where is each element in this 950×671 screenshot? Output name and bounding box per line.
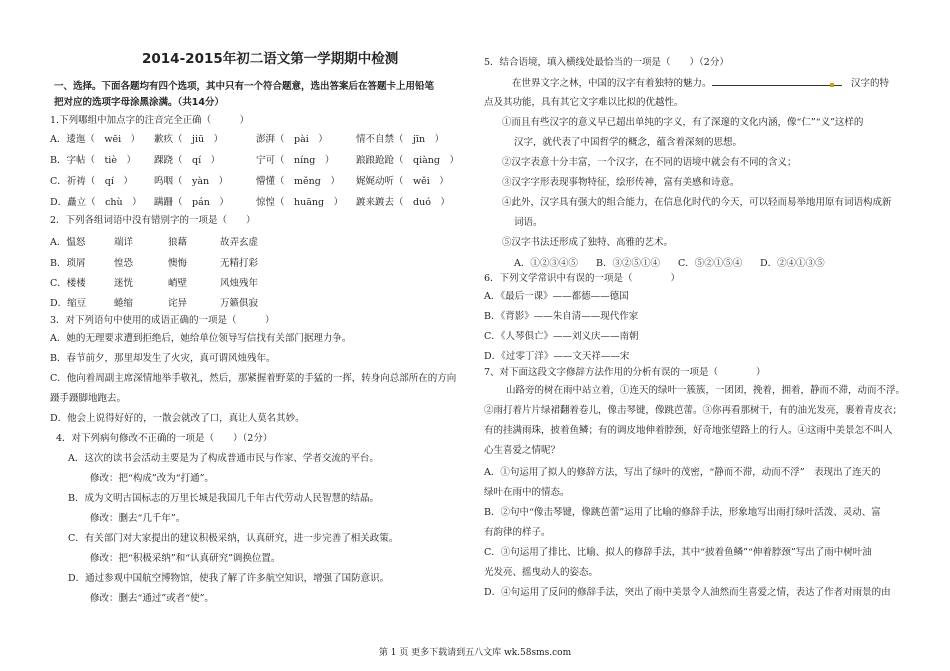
q5-option-a: A．①②③④⑤ bbox=[514, 258, 578, 269]
q5-sentence-4-cont: 词语。 bbox=[514, 217, 543, 228]
q2-option: A．愠怒 bbox=[50, 237, 86, 248]
q1-option: B．字帖（ tiè ） bbox=[50, 155, 136, 166]
q1-stem: 1.下列哪组中加点字的注音完全正确（ ） bbox=[50, 115, 250, 126]
q1-option: 懵懂（ měng ） bbox=[256, 176, 340, 187]
q1-option: 蹒跚（ pán ） bbox=[154, 197, 229, 208]
q7-passage-line4: 心生喜爱之情呢？ bbox=[484, 445, 561, 456]
q6-stem: 6．下列文学常识中有误的一项是（ ） bbox=[484, 273, 681, 284]
q2-option: 故弄玄虚 bbox=[220, 237, 259, 248]
q3-option-b: B．春节前夕，那里却发生了火灾，真可谓风烛残年。 bbox=[50, 353, 276, 364]
q1-option: 娓娓动听（ wěi ） bbox=[356, 176, 449, 187]
q4-option-b: B．成为文明古国标志的万里长城是我国几千年古代劳动人民智慧的结晶。 bbox=[68, 493, 379, 504]
q5-sentence-2: ②汉字表意十分丰富，一个汉字，在不同的语境中就会有不同的含义； bbox=[502, 157, 797, 168]
q5-sentence-4: ④此外，汉字具有强大的组合能力，在信息化时代的今天，可以轻而易举地用原有词语构成新 bbox=[502, 197, 892, 208]
section1-heading-line2: 把对应的选项字母涂黑涂满。（共14分） bbox=[54, 97, 224, 108]
q4-option-c: C．有关部门对大家提出的建议积极采纳，认真研究，进一步完善了相关政策。 bbox=[68, 533, 399, 544]
q7-passage-line2: ②雨打着片片绿裙翻着卷儿，像击琴键，像跳芭蕾。③你再看那树干，有的油光发亮，裹着青皮衣； bbox=[484, 405, 903, 416]
page-footer: 第 1 页 更多下载请到五八文库 wk.58sms.com bbox=[378, 648, 572, 658]
q2-option: 万籁俱寂 bbox=[220, 298, 259, 309]
q7-option-c-cont: 光发亮、摇曳动人的姿态。 bbox=[484, 567, 599, 578]
q5-stem: 5．结合语境，填入横线处最恰当的一项是（ ）（2分） bbox=[484, 57, 729, 68]
q1-option: 踝跷（ qí ） bbox=[154, 155, 221, 166]
q2-option: B．琐屑 bbox=[50, 258, 86, 269]
q3-stem: 3．对下列语句中使用的成语正确的一项是（ ） bbox=[50, 315, 275, 326]
page-title: 2014-2015年初二语文第一学期期中检测 bbox=[142, 51, 399, 67]
q2-option: 风烛残年 bbox=[220, 278, 259, 289]
q4-option-d-fix: 修改：删去“通过”或者“使”。 bbox=[90, 593, 214, 604]
q2-option: 狼藉 bbox=[168, 237, 188, 248]
q1-option: C．祈祷（ qí ） bbox=[50, 176, 133, 187]
q5-sentence-1-cont: 汉字，就代表了中国哲学的概念，蕴含着深刻的思想。 bbox=[514, 137, 743, 148]
q3-option-d: D．他会上说得好好的，一散会就改了口，真让人莫名其妙。 bbox=[50, 413, 305, 424]
q2-option: 端详 bbox=[114, 237, 134, 248]
q7-option-d: D．④句运用了反问的修辞手法，突出了雨中美景令人油然而生喜爱之情，表达了作者对雨景的由 bbox=[484, 587, 891, 598]
q5-context-line2: 点及其功能，具有其它文字难以比拟的优越性。 bbox=[484, 97, 684, 108]
q2-option: C．楼楼 bbox=[50, 278, 86, 289]
q1-option: 踱来踱去（ duó ） bbox=[356, 197, 450, 208]
q6-option-b: B．《背影》——朱自清——现代作家 bbox=[484, 311, 639, 322]
q5-sentence-3: ③汉字字形表现事物特征，绘形传神，富有美感和诗意。 bbox=[502, 177, 740, 188]
q6-option-d: D．《过零丁洋》——文天祥——宋 bbox=[484, 351, 630, 362]
q4-stem: 4．对下列病句修改不正确的一项是（ ）（2分） bbox=[56, 433, 273, 444]
q1-option: 惊惶（ huāng ） bbox=[256, 197, 344, 208]
q7-option-b: B．②句中“像击琴键，像跳芭蕾”运用了比喻的修辞手法，形象地写出雨打绿叶活泼、灵动、富 bbox=[484, 507, 881, 518]
q7-option-b-cont: 有韵律的样子。 bbox=[484, 527, 551, 538]
q1-option: 踉踉跄跄（ qiàng ） bbox=[356, 155, 459, 166]
q6-option-c: C．《人琴俱亡》——刘义庆——南朝 bbox=[484, 331, 639, 342]
q2-option: 峭壁 bbox=[168, 278, 188, 289]
q2-option: 蜷缩 bbox=[114, 298, 134, 309]
q6-option-a: A．《最后一课》——都德——德国 bbox=[484, 291, 629, 302]
q7-option-c: C．③句运用了排比、比喻、拟人的修辞手法，其中“披着鱼鳞”“伸着脖颈”写出了雨中树叶油 bbox=[484, 547, 872, 558]
q3-option-c: C．他向着周副主席深情地举手敬礼，然后，那紧握着野菜的手猛的一挥，转身向总部所在的方向 bbox=[50, 373, 457, 384]
q1-option: 呜咽（ yàn ） bbox=[154, 176, 229, 187]
q1-option: 澎湃（ pài ） bbox=[256, 134, 328, 145]
q2-stem: 2．下列各组词语中没有错别字的一项是（ ） bbox=[50, 215, 256, 226]
q2-option: 惶恐 bbox=[114, 258, 134, 269]
q2-option: 诧异 bbox=[168, 298, 188, 309]
q2-option: D．缩豆 bbox=[50, 298, 87, 309]
q1-option: 宁可（ níng ） bbox=[256, 155, 335, 166]
q5-sentence-1: ①而且有些汉字的意义早已超出单纯的字义，有了深邃的文化内涵，像“仁”“义”这样的 bbox=[502, 117, 864, 128]
q4-option-b-fix: 修改：删去“几千年”。 bbox=[90, 513, 186, 524]
blank-mark bbox=[830, 83, 834, 87]
q4-option-a-fix: 修改：把“构成”改为“打通”。 bbox=[90, 473, 214, 484]
q1-option: D．矗立（ chù ） bbox=[50, 197, 142, 208]
q3-option-c-cont: 蹑手蹑脚地跑去。 bbox=[50, 393, 127, 404]
q7-option-a-cont: 绿叶在雨中的情态。 bbox=[484, 487, 570, 498]
q5-option-c: C．⑤②①⑤④ bbox=[678, 258, 743, 269]
q2-option: 无精打彩 bbox=[220, 258, 259, 269]
q1-option: 情不自禁（ jīn ） bbox=[356, 134, 445, 145]
q1-option: A．逶迤（ wēi ） bbox=[50, 134, 141, 145]
q7-passage-line3: 有的挂满雨珠，披着鱼鳞；有的调皮地伸着脖颈，好奇地张望路上的行人。④这雨中美景怎不叫人 bbox=[484, 425, 893, 436]
q5-context-b: 汉字的特 bbox=[851, 78, 890, 89]
q2-option: 迷恍 bbox=[114, 278, 134, 289]
q5-blank-line[interactable] bbox=[712, 76, 842, 86]
q5-option-d: D．②④①③⑤ bbox=[760, 258, 825, 269]
section1-heading-line1: 一、选择。下面各题均有四个选项，其中只有一个符合题意，选出答案后在答题卡上用铅笔 bbox=[54, 81, 435, 92]
q7-stem: 7、对下面这段文字修辞方法作用的分析有误的一项是（ ） bbox=[484, 367, 766, 378]
q4-option-d: D．通过参观中国航空博物馆，使我了解了许多航空知识，增强了国防意识。 bbox=[68, 573, 390, 584]
q4-option-a: A．这次的读书会活动主要是为了构成普通市民与作家、学者交流的平台。 bbox=[68, 453, 379, 464]
q7-passage-line1: 山路旁的树在雨中站立着，①连天的绿叶一簇簇，一团团，挽着，拥着，静而不滞，动而不浮。 bbox=[506, 385, 906, 396]
q7-option-a: A．①句运用了拟人的修辞方法，写出了绿叶的茂密，“静而不滞，动而不浮” 表现出了连天的 bbox=[484, 467, 881, 478]
q5-sentence-5: ⑤汉字书法还形成了独特、高雅的艺术。 bbox=[502, 237, 674, 248]
q4-option-c-fix: 修改：把“积极采纳”和“认真研究”调换位置。 bbox=[90, 553, 281, 564]
q5-context-a: 在世界文字之林，中国的汉字有着独特的魅力。 bbox=[512, 78, 712, 89]
q5-option-b: B．③②⑤①④ bbox=[596, 258, 660, 269]
q1-option: 歉疚（ jiū ） bbox=[154, 134, 224, 145]
q3-option-a: A．她的无理要求遭到拒绝后，她给单位领导写信找有关部门据理力争。 bbox=[50, 333, 352, 344]
q5-context-line1 bbox=[512, 76, 889, 91]
q2-option: 懊悔 bbox=[168, 258, 188, 269]
